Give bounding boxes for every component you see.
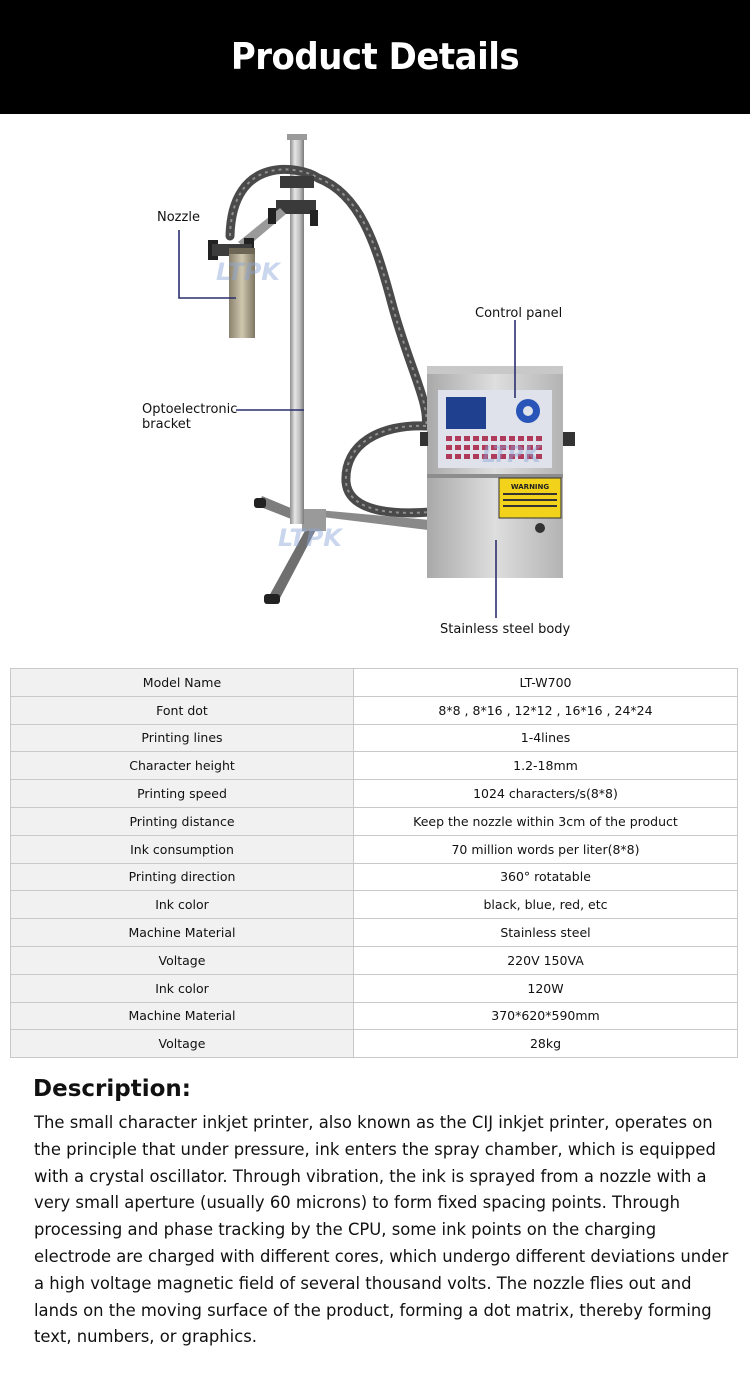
support-pole — [287, 134, 307, 524]
spec-value: Stainless steel — [354, 919, 738, 947]
table-row — [11, 863, 738, 891]
spec-key: Voltage — [11, 1030, 354, 1058]
spec-value: 120W — [354, 974, 738, 1002]
spec-value: black, blue, red, etc — [354, 891, 738, 919]
table-row — [11, 752, 738, 780]
table-row — [11, 1030, 738, 1058]
header-banner — [0, 0, 750, 114]
table-row — [11, 807, 738, 835]
spec-key: Machine Material — [11, 919, 354, 947]
spec-value: 1.2-18mm — [354, 752, 738, 780]
callout-nozzle: Nozzle — [157, 210, 200, 225]
spec-value: 70 million words per liter(8*8) — [354, 835, 738, 863]
spec-value: 8*8 , 8*16 , 12*12 , 16*16 , 24*24 — [354, 696, 738, 724]
spec-value: 1-4lines — [354, 724, 738, 752]
table-row — [11, 919, 738, 947]
svg-text:LTPK: LTPK — [216, 258, 280, 286]
spec-value: 360° rotatable — [354, 863, 738, 891]
table-row — [11, 974, 738, 1002]
table-row — [11, 780, 738, 808]
warning-label: WARNING — [510, 483, 550, 491]
table-row — [11, 891, 738, 919]
printer-cabinet — [420, 366, 575, 578]
callout-bracket-line2: bracket — [142, 417, 191, 432]
spec-value: 370*620*590mm — [354, 1002, 738, 1030]
spec-key: Model Name — [11, 669, 354, 697]
table-row — [11, 696, 738, 724]
callout-control-panel: Control panel — [475, 306, 563, 321]
spec-key: Ink color — [11, 891, 354, 919]
spec-key: Machine Material — [11, 1002, 354, 1030]
svg-text:LTPK: LTPK — [482, 443, 541, 468]
spec-key: Printing speed — [11, 780, 354, 808]
callout-body: Stainless steel body — [440, 622, 571, 637]
table-row — [11, 724, 738, 752]
product-figure — [0, 114, 750, 654]
spec-value: 1024 characters/s(8*8) — [354, 780, 738, 808]
spec-value: Keep the nozzle within 3cm of the product — [354, 807, 738, 835]
spec-table — [10, 668, 738, 1058]
page-title: Product Details — [230, 35, 520, 79]
ink-hose — [230, 169, 430, 512]
callout-bracket-line1: Optoelectronic — [142, 402, 238, 417]
spec-key: Font dot — [11, 696, 354, 724]
table-row — [11, 946, 738, 974]
spec-key: Ink consumption — [11, 835, 354, 863]
spec-value: LT-W700 — [354, 669, 738, 697]
description-title: Description: — [33, 1076, 191, 1102]
table-row — [11, 835, 738, 863]
spec-key: Character height — [11, 752, 354, 780]
spec-value: 28kg — [354, 1030, 738, 1058]
spec-key: Ink color — [11, 974, 354, 1002]
spec-key: Voltage — [11, 946, 354, 974]
table-row — [11, 1002, 738, 1030]
svg-text:LTPK: LTPK — [278, 524, 342, 552]
description-body: The small character inkjet printer, also known as the CIJ inkjet printer, operates on the principle that under pressure, ink enters the spray chamber, which is equipped with a crystal oscillator. Through vibration, the ink is sprayed from a nozzle with a very small aperture (usually 60 microns) to form fixed spacing points. Through processing and phase tracking by the CPU, some ink points on the charging electrode are charged with different cores, which undergo different deviations under a high voltage magnetic field of several thousand volts. The nozzle flies out and lands on the moving surface of the product, forming a dot matrix, thereby forming text, numbers, or graphics. — [34, 1113, 729, 1347]
spec-value: 220V 150VA — [354, 946, 738, 974]
spec-key: Printing lines — [11, 724, 354, 752]
printer-illustration — [0, 114, 750, 654]
spec-key: Printing direction — [11, 863, 354, 891]
table-row — [11, 669, 738, 697]
spec-key: Printing distance — [11, 807, 354, 835]
